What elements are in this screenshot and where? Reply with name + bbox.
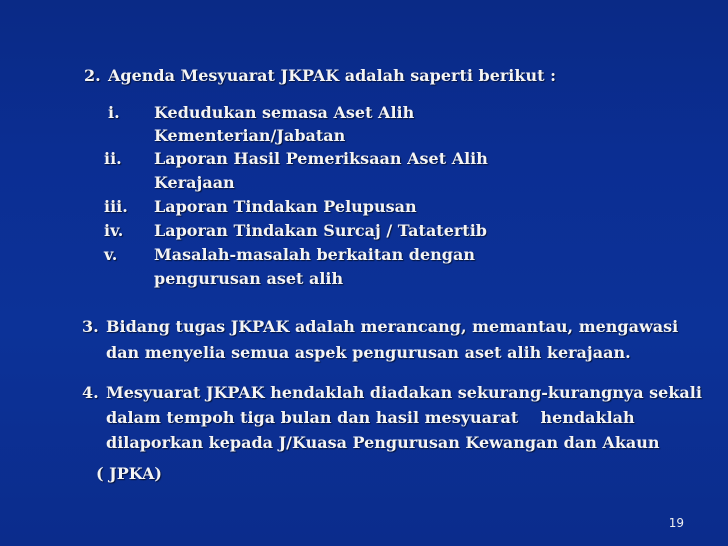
item-4-number: 4. (82, 383, 99, 402)
item-4-line4: ( JPKA) (96, 464, 162, 483)
agenda-text-iii: Laporan Tindakan Pelupusan (154, 197, 417, 216)
agenda-text-iv: Laporan Tindakan Surcaj / Tatatertib (154, 221, 487, 240)
agenda-number-v: v. (104, 245, 118, 264)
agenda-number-i: i. (108, 103, 120, 122)
agenda-text-i-line1: Kedudukan semasa Aset Alih (154, 103, 415, 122)
item-3-line1: Bidang tugas JKPAK adalah merancang, memantau, mengawasi (106, 317, 679, 336)
item-2-text: Agenda Mesyuarat JKPAK adalah saperti berikut : (108, 66, 556, 85)
item-4-line3: dilaporkan kepada J/Kuasa Pengurusan Kewangan dan Akaun (106, 433, 660, 452)
agenda-text-v-line2: pengurusan aset alih (154, 269, 344, 288)
agenda-text-v-line1: Masalah-masalah berkaitan dengan (154, 245, 475, 264)
agenda-number-iii: iii. (104, 197, 128, 216)
agenda-text-i-line2: Kementerian/Jabatan (154, 126, 346, 145)
item-3-number: 3. (82, 317, 99, 336)
item-4-line1: Mesyuarat JKPAK hendaklah diadakan sekurang-kurangnya sekali (106, 383, 702, 402)
agenda-number-ii: ii. (104, 149, 122, 168)
item-2-number: 2. (84, 66, 101, 85)
agenda-text-ii-line2: Kerajaan (154, 173, 235, 192)
agenda-number-iv: iv. (104, 221, 124, 240)
agenda-text-ii-line1: Laporan Hasil Pemeriksaan Aset Alih (154, 149, 488, 168)
item-4-line2: dalam tempoh tiga bulan dan hasil mesyuarat hendaklah (106, 408, 635, 427)
page-number: 19 (668, 516, 684, 530)
item-3-line2: dan menyelia semua aspek pengurusan aset alih kerajaan. (106, 343, 631, 362)
